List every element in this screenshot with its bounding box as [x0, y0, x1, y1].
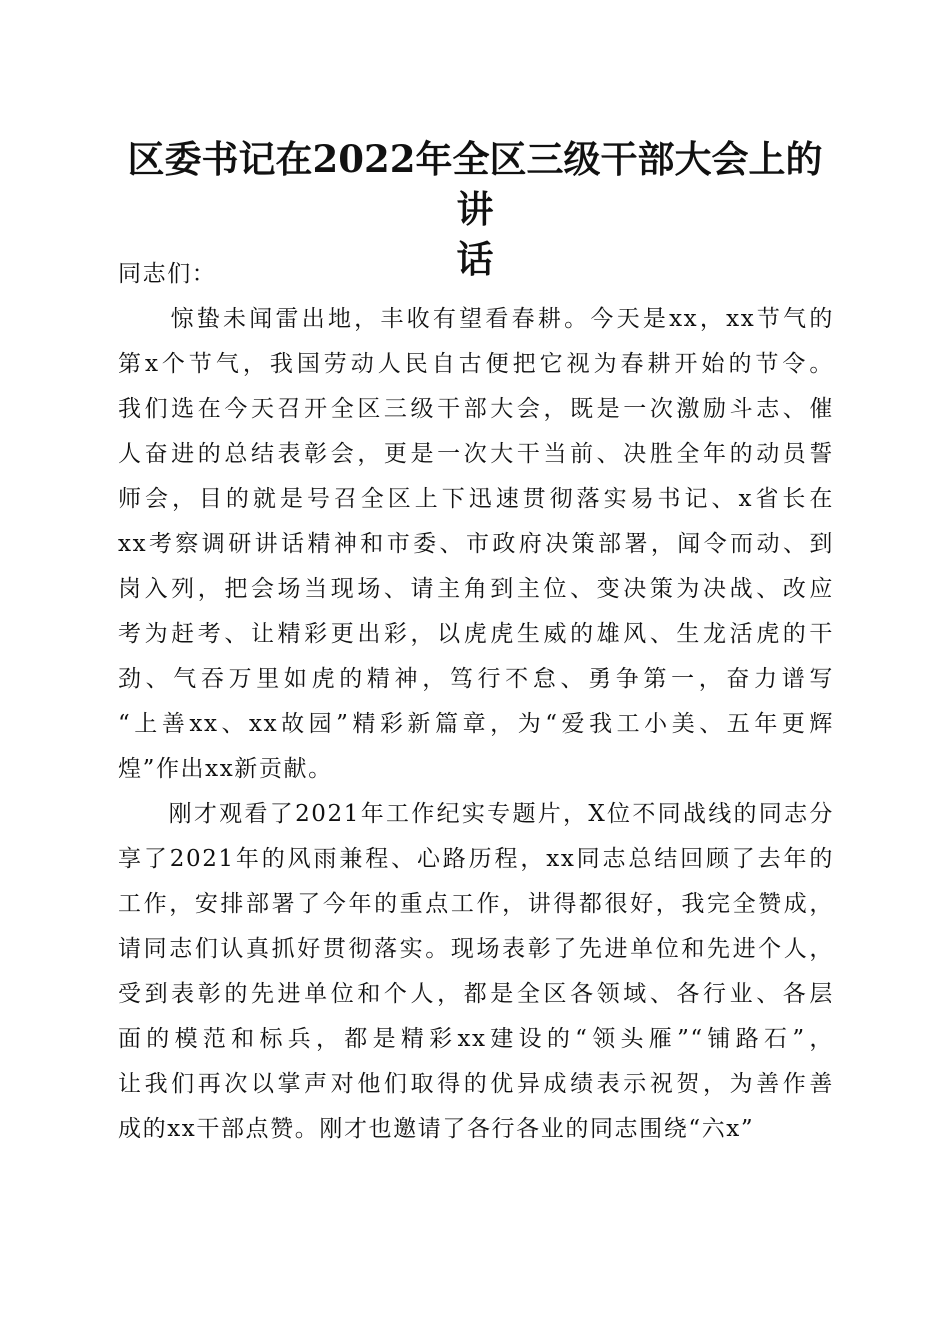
- greeting: 同志们：: [118, 261, 217, 287]
- paragraph-1: [118, 297, 834, 792]
- title-line-1: 区委书记在2022年全区三级干部大会上的讲: [127, 137, 823, 231]
- paragraph-line: 师会，目的就是号召全区上下迅速贯彻落实易书记、x省长在: [118, 486, 834, 512]
- paragraph-line: 惊蛰未闻雷出地，丰收有望看春耕。今天是xx，xx节气的: [118, 306, 834, 332]
- paragraph-line: 煌”作出xx新贡献。: [118, 756, 333, 782]
- paragraph-line: 第x个节气，我国劳动人民自古便把它视为春耕开始的节令。: [118, 351, 834, 377]
- paragraph-line: 刚才观看了2021年工作纪实专题片，X位不同战线的同志分: [118, 801, 834, 827]
- paragraph-line: 岗入列，把会场当现场、请主角到主位、变决策为决战、改应: [118, 576, 834, 602]
- paragraph-line: 成的xx干部点赞。刚才也邀请了各行各业的同志围绕“六x”: [118, 1116, 755, 1142]
- paragraph-line: 受到表彰的先进单位和个人，都是全区各领域、各行业、各层: [118, 981, 834, 1007]
- paragraph-line: 享了2021年的风雨兼程、心路历程，xx同志总结回顾了去年的: [118, 846, 834, 872]
- paragraph-line: 请同志们认真抓好贯彻落实。现场表彰了先进单位和先进个人，: [118, 936, 834, 962]
- paragraph-line: 工作，安排部署了今年的重点工作，讲得都很好，我完全赞成，: [118, 891, 834, 917]
- paragraph-line: “上善xx、xx故园”精彩新篇章，为“爱我工小美、五年更辉: [118, 711, 834, 737]
- document-body: [118, 252, 834, 1152]
- paragraph-line: 劲、气吞万里如虎的精神，笃行不怠、勇争第一，奋力谱写: [118, 666, 834, 692]
- paragraph-2: [118, 792, 834, 1152]
- paragraph-line: 我们选在今天召开全区三级干部大会，既是一次激励斗志、催: [118, 396, 834, 422]
- paragraph-line: 让我们再次以掌声对他们取得的优异成绩表示祝贺，为善作善: [118, 1071, 834, 1097]
- paragraph-line: 面的模范和标兵，都是精彩xx建设的“领头雁”“铺路石”，: [118, 1026, 834, 1052]
- paragraph-line: xx考察调研讲话精神和市委、市政府决策部署，闻令而动、到: [118, 531, 834, 557]
- paragraph-line: 考为赶考、让精彩更出彩，以虎虎生威的雄风、生龙活虎的干: [118, 621, 834, 647]
- title-line-2: 话: [456, 237, 494, 281]
- paragraph-line: 人奋进的总结表彰会，更是一次大干当前、决胜全年的动员誓: [118, 441, 834, 467]
